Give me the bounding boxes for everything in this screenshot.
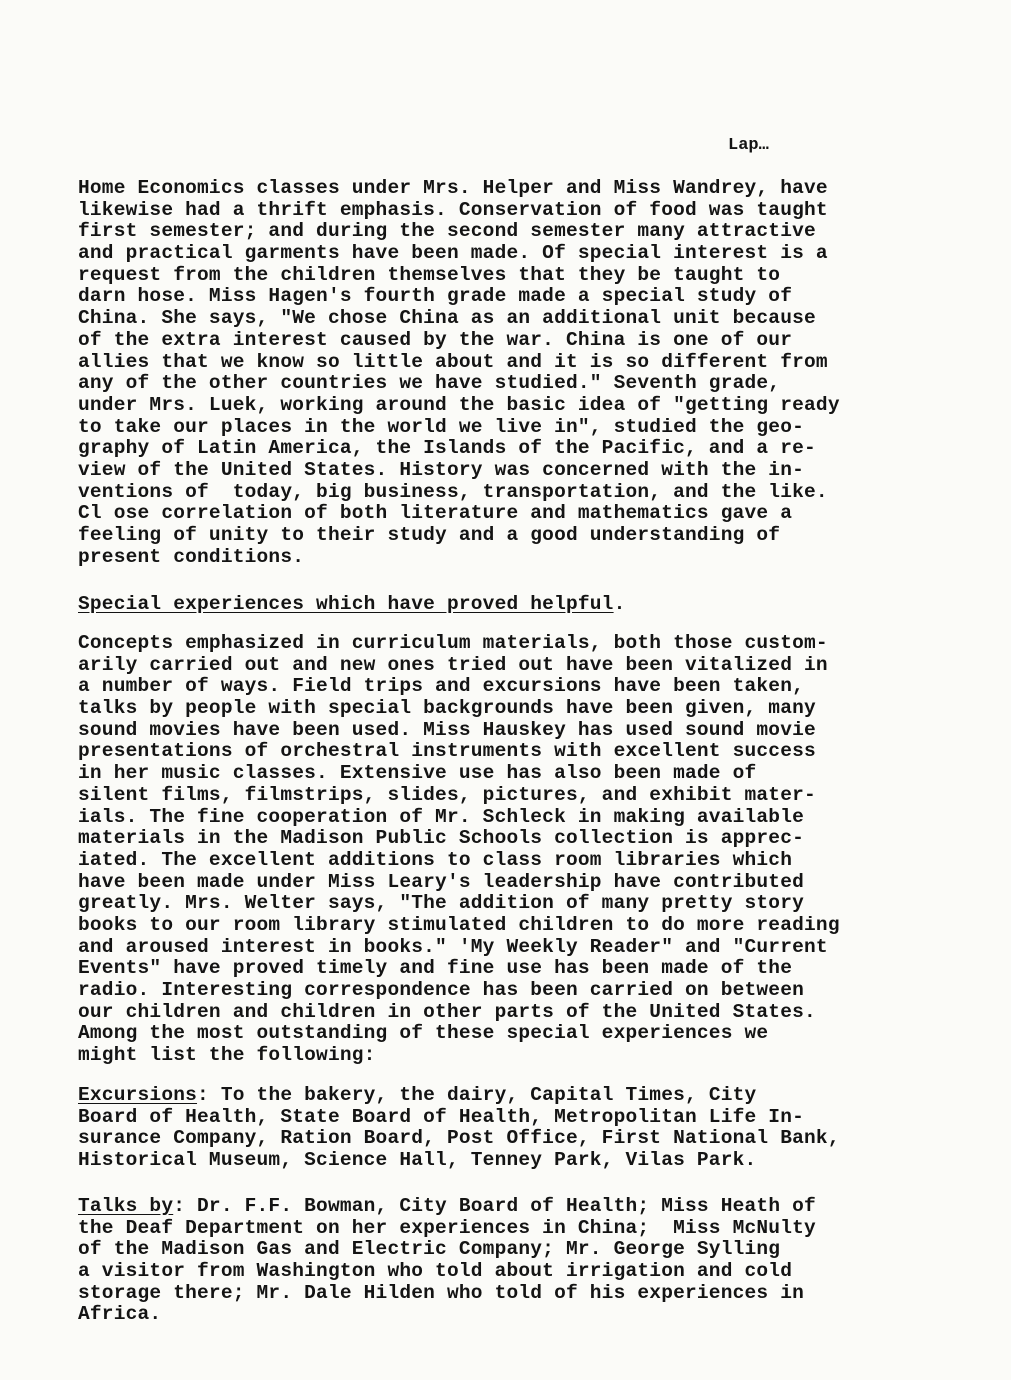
excursions-line: surance Company, Ration Board, Post Office, First National Bank, (78, 1127, 840, 1150)
paragraph-concepts-line: ials. The fine cooperation of Mr. Schleck in making available (78, 805, 805, 828)
paragraph-home-economics-line: darn hose. Miss Hagen's fourth grade made a special study of (78, 285, 793, 308)
section-heading-text: Special experiences which have proved helpful (78, 593, 614, 615)
paragraph-home-economics-line: likewise had a thrift emphasis. Conservation of food was taught (78, 198, 828, 221)
paragraph-home-economics-line: of the extra interest caused by the war. China is one of our (78, 328, 793, 351)
talks-line (78, 1196, 978, 1218)
talks-text: : Dr. F.F. Bowman, City Board of Health; Miss Heath of (173, 1195, 816, 1217)
paragraph-concepts (78, 633, 978, 1067)
paragraph-home-economics-line: under Mrs. Luek, working around the basic idea of "getting ready (78, 393, 840, 416)
paragraph-concepts-line: Concepts emphasized in curriculum materials, both those custom- (78, 632, 828, 654)
talks-line: the Deaf Department on her experiences in China; Miss McNulty (78, 1216, 816, 1239)
paragraph-concepts-line: presentations of orchestral instruments with excellent success (78, 740, 816, 763)
excursions-line: Board of Health, State Board of Health, Metropolitan Life In- (78, 1105, 805, 1128)
talks-line: Africa. (78, 1303, 162, 1326)
paragraph-home-economics-line: ventions of today, big business, transportation, and the like. (78, 480, 828, 503)
paragraph-concepts-line: arily carried out and new ones tried out have been vitalized in (78, 653, 828, 676)
paragraph-home-economics-line: and practical garments have been made. Of special interest is a (78, 242, 828, 265)
paragraph-concepts-line: Events" have proved timely and fine use has been made of the (78, 957, 793, 980)
section-heading (78, 594, 978, 616)
paragraph-home-economics-line: first semester; and during the second semester many attractive (78, 220, 816, 243)
excursions-line: Historical Museum, Science Hall, Tenney Park, Vilas Park. (78, 1149, 757, 1172)
paragraph-home-economics-line: present conditions. (78, 545, 305, 568)
talks-line: a visitor from Washington who told about irrigation and cold (78, 1260, 793, 1283)
paragraph-talks (78, 1196, 978, 1326)
excursions-line (78, 1085, 978, 1107)
paragraph-concepts-line: Among the most outstanding of these special experiences we (78, 1022, 769, 1045)
section-heading-period: . (613, 593, 626, 615)
paragraph-excursions (78, 1085, 978, 1172)
paragraph-concepts-line: radio. Interesting correspondence has been carried on between (78, 979, 805, 1001)
paragraph-home-economics-line: graphy of Latin America, the Islands of the Pacific, and a re- (78, 437, 816, 460)
paragraph-concepts-line: silent films, filmstrips, slides, pictures, and exhibit mater- (78, 783, 816, 806)
paragraph-home-economics-line: feeling of unity to their study and a good understanding of (78, 524, 781, 546)
paragraph-concepts-line: our children and children in other parts of the United States. (78, 1000, 816, 1023)
paragraph-home-economics-line: view of the United States. History was concerned with the in- (78, 458, 805, 481)
paragraph-home-economics-line: any of the other countries we have studied." Seventh grade, (78, 372, 781, 395)
talks-line: storage there; Mr. Dale Hilden who told of his experiences in (78, 1281, 805, 1304)
paragraph-concepts-line: sound movies have been used. Miss Hauskey has used sound movie (78, 718, 816, 741)
excursions-label: Excursions (78, 1084, 198, 1106)
paragraph-concepts-line: iated. The excellent additions to class room libraries which (78, 848, 793, 871)
paragraph-concepts-line: greatly. Mrs. Welter says, "The addition of many pretty story (78, 892, 805, 915)
paragraph-home-economics (78, 178, 978, 568)
page-header-mark: Lap… (728, 136, 769, 155)
paragraph-concepts-line: materials in the Madison Public Schools collection is apprec- (78, 827, 805, 850)
paragraph-concepts-line: in her music classes. Extensive use has also been made of (78, 762, 757, 785)
paragraph-home-economics-line: request from the children themselves that they be taught to (78, 263, 781, 286)
paragraph-concepts-line: talks by people with special backgrounds have been given, many (78, 697, 816, 720)
paragraph-concepts-line: might list the following: (78, 1044, 376, 1067)
paragraph-home-economics-line: Cl ose correlation of both literature and mathematics gave a (78, 502, 793, 525)
paragraph-concepts-line: a number of ways. Field trips and excursions have been taken, (78, 675, 805, 698)
excursions-text: : To the bakery, the dairy, Capital Times, City (197, 1084, 757, 1106)
talks-line: of the Madison Gas and Electric Company; Mr. George Sylling (78, 1238, 781, 1261)
paragraph-home-economics-line: China. She says, "We chose China as an additional unit because (78, 307, 816, 330)
paragraph-concepts-line: and aroused interest in books." 'My Weekly Reader" and "Current (78, 935, 828, 958)
talks-label: Talks by (78, 1195, 174, 1217)
paragraph-home-economics-line: allies that we know so little about and it is so different from (78, 350, 828, 373)
paragraph-home-economics-line: to take our places in the world we live in", studied the geo- (78, 415, 805, 438)
paragraph-home-economics-line: Home Economics classes under Mrs. Helper and Miss Wandrey, have (78, 177, 828, 199)
paragraph-concepts-line: books to our room library stimulated children to do more reading (78, 913, 840, 936)
paragraph-concepts-line: have been made under Miss Leary's leadership have contributed (78, 870, 805, 893)
